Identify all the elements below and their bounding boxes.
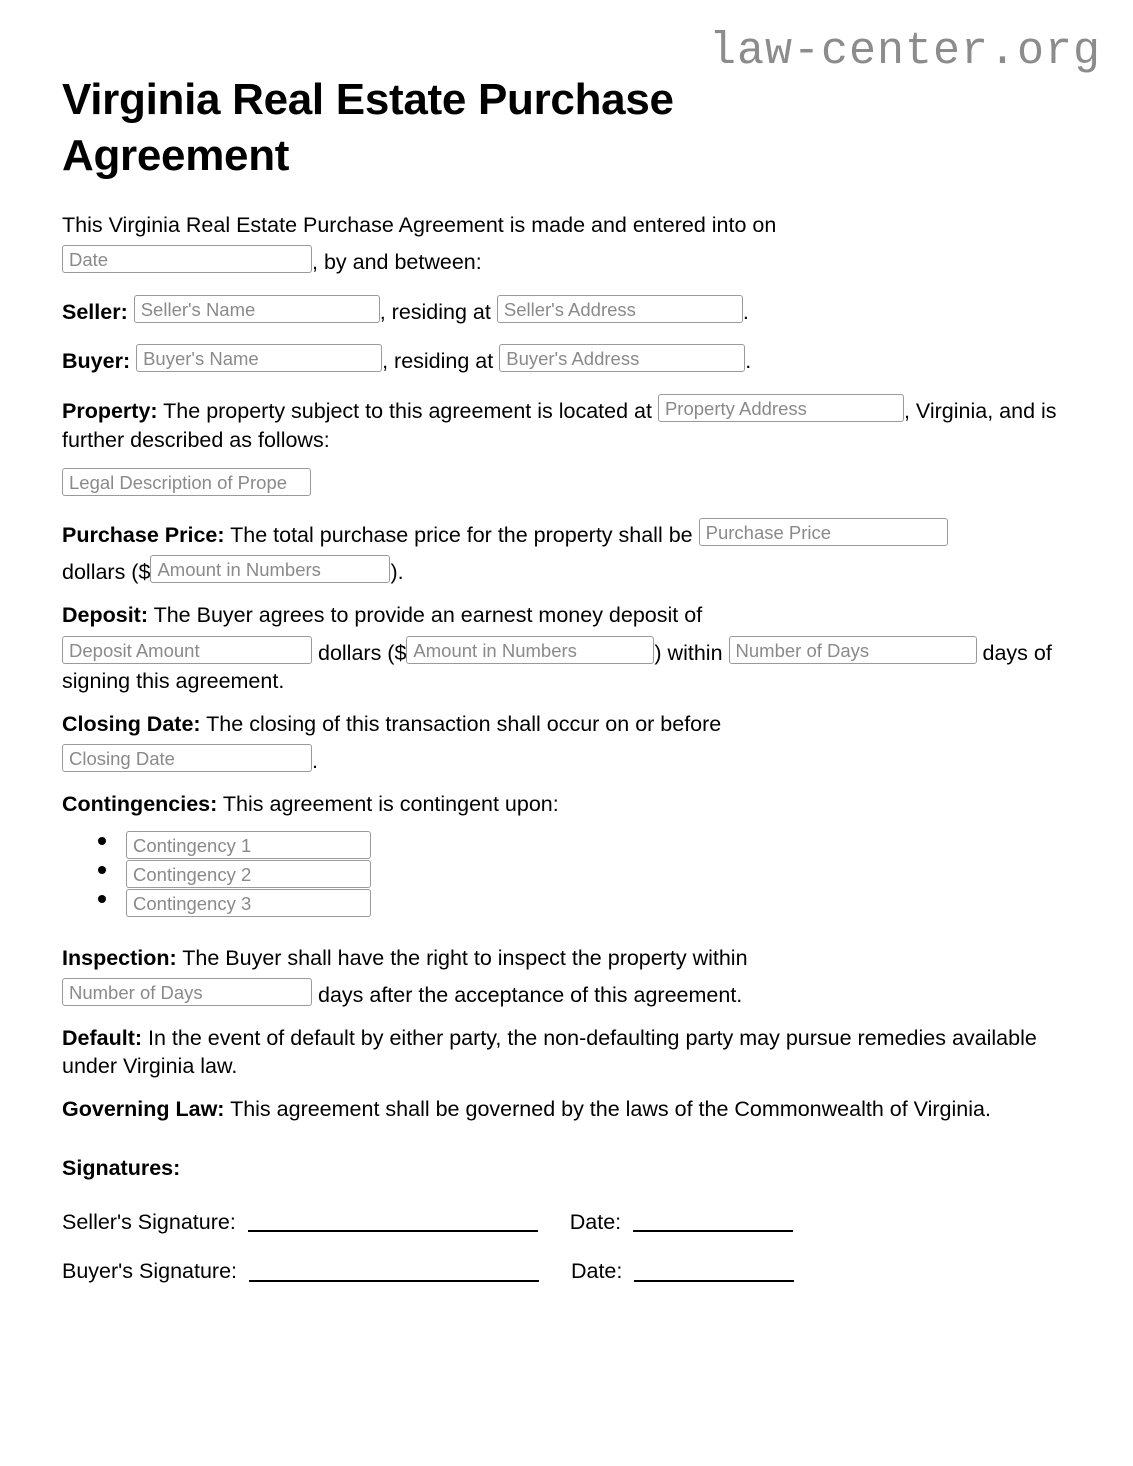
- purchase-price-label: Purchase Price:: [62, 522, 225, 547]
- purchase-price-text-before: The total purchase price for the property shall be: [230, 522, 693, 547]
- deposit-text-mid1: dollars ($: [317, 640, 407, 665]
- list-item: [90, 860, 1072, 889]
- bullet-icon: [98, 837, 106, 845]
- buyer-label: Buyer:: [62, 349, 131, 374]
- buyer-end-text: .: [745, 349, 752, 374]
- contingency-1-input[interactable]: Contingency 1: [126, 831, 371, 859]
- contingencies-text: This agreement is contingent upon:: [222, 791, 559, 816]
- inspection-paragraph: [62, 944, 1072, 1010]
- inspection-line2: [62, 974, 1072, 1010]
- property-text-after: , Virginia, and is further described as follows:: [62, 399, 1057, 452]
- contingency-2-input[interactable]: Contingency 2: [126, 860, 371, 888]
- intro-paragraph: [62, 211, 1072, 277]
- purchase-price-input[interactable]: Purchase Price: [699, 518, 948, 546]
- seller-signature-label: Seller's Signature:: [62, 1209, 236, 1234]
- intro-line2: [62, 241, 1072, 277]
- deposit-text-after: days of signing this agreement.: [62, 640, 1052, 694]
- page-title: Virginia Real Estate Purchase Agreement: [62, 75, 674, 181]
- contingencies-paragraph: [62, 790, 1072, 819]
- closing-date-label: Closing Date:: [62, 711, 201, 736]
- inspection-label: Inspection:: [62, 945, 177, 970]
- closing-date-text-before: The closing of this transaction shall occur on or before: [206, 711, 722, 736]
- deposit-text-before: The Buyer agrees to provide an earnest money deposit of: [153, 602, 703, 627]
- seller-end-text: .: [742, 299, 749, 324]
- default-text: In the event of default by either party, the non-defaulting party may pursue remedies available under Virginia law.: [62, 1025, 1037, 1079]
- buyer-date-line[interactable]: [634, 1279, 794, 1282]
- governing-law-paragraph: [62, 1095, 1072, 1124]
- inspection-days-input[interactable]: Number of Days: [62, 978, 312, 1006]
- closing-date-line2: [62, 740, 1072, 776]
- buyer-address-input[interactable]: Buyer's Address: [499, 344, 745, 372]
- seller-mid-text: , residing at: [379, 299, 491, 324]
- deposit-text-mid2: ) within: [654, 640, 723, 665]
- buyer-signature-row: [62, 1258, 1072, 1286]
- seller-address-input[interactable]: Seller's Address: [497, 295, 743, 323]
- contingency-3-input[interactable]: Contingency 3: [126, 889, 371, 917]
- intro-text-before: This Virginia Real Estate Purchase Agreement is made and entered into on: [62, 212, 777, 237]
- deposit-label: Deposit:: [62, 602, 148, 627]
- inspection-text-after: days after the acceptance of this agreement.: [317, 983, 743, 1008]
- site-watermark: law-center.org: [708, 26, 1101, 77]
- closing-date-text-after: .: [312, 749, 318, 774]
- buyer-signature-line[interactable]: [249, 1279, 539, 1282]
- purchase-price-text-mid: dollars ($: [62, 560, 151, 585]
- seller-paragraph: [62, 291, 1072, 327]
- governing-law-label: Governing Law:: [62, 1096, 225, 1121]
- buyer-signature-label: Buyer's Signature:: [62, 1259, 238, 1284]
- list-item: [90, 889, 1072, 918]
- closing-date-paragraph: [62, 710, 1072, 776]
- seller-label: Seller:: [62, 299, 128, 324]
- legal-description-row: [62, 464, 1072, 500]
- property-paragraph: [62, 390, 1072, 454]
- buyer-mid-text: , residing at: [382, 349, 494, 374]
- document-content: [62, 72, 1072, 1308]
- buyer-paragraph: [62, 340, 1072, 376]
- list-item: [90, 831, 1072, 860]
- inspection-text-before: The Buyer shall have the right to inspect the property within: [182, 945, 748, 970]
- default-paragraph: [62, 1024, 1072, 1081]
- seller-date-label: Date:: [569, 1209, 622, 1234]
- bullet-icon: [98, 895, 106, 903]
- deposit-line2: [62, 632, 1072, 696]
- seller-name-input[interactable]: Seller's Name: [134, 295, 380, 323]
- legal-description-input[interactable]: Legal Description of Prope: [62, 468, 311, 496]
- contingencies-list: [62, 831, 1072, 918]
- intro-text-after: , by and between:: [312, 250, 482, 275]
- purchase-price-line2: [62, 551, 1072, 587]
- property-text-before: The property subject to this agreement is located at: [163, 399, 652, 423]
- contingencies-label: Contingencies:: [62, 791, 218, 816]
- property-label: Property:: [62, 399, 158, 423]
- property-address-input[interactable]: Property Address: [658, 394, 904, 422]
- bullet-icon: [98, 866, 106, 874]
- signatures-heading: Signatures:: [62, 1155, 181, 1180]
- purchase-price-paragraph: [62, 514, 1072, 587]
- deposit-days-input[interactable]: Number of Days: [729, 636, 977, 664]
- seller-signature-row: [62, 1209, 1072, 1237]
- governing-law-text: This agreement shall be governed by the laws of the Commonwealth of Virginia.: [230, 1096, 991, 1121]
- seller-signature-line[interactable]: [248, 1229, 538, 1232]
- agreement-date-input[interactable]: Date: [62, 245, 312, 273]
- default-label: Default:: [62, 1025, 143, 1050]
- buyer-name-input[interactable]: Buyer's Name: [136, 344, 382, 372]
- buyer-date-label: Date:: [570, 1259, 623, 1284]
- deposit-amount-input[interactable]: Deposit Amount: [62, 636, 312, 664]
- purchase-price-text-after: ).: [390, 560, 404, 585]
- purchase-price-amount-input[interactable]: Amount in Numbers: [150, 555, 390, 583]
- closing-date-input[interactable]: Closing Date: [62, 744, 312, 772]
- seller-date-line[interactable]: [633, 1229, 793, 1232]
- deposit-paragraph: [62, 601, 1072, 696]
- deposit-amount-numbers-input[interactable]: Amount in Numbers: [406, 636, 654, 664]
